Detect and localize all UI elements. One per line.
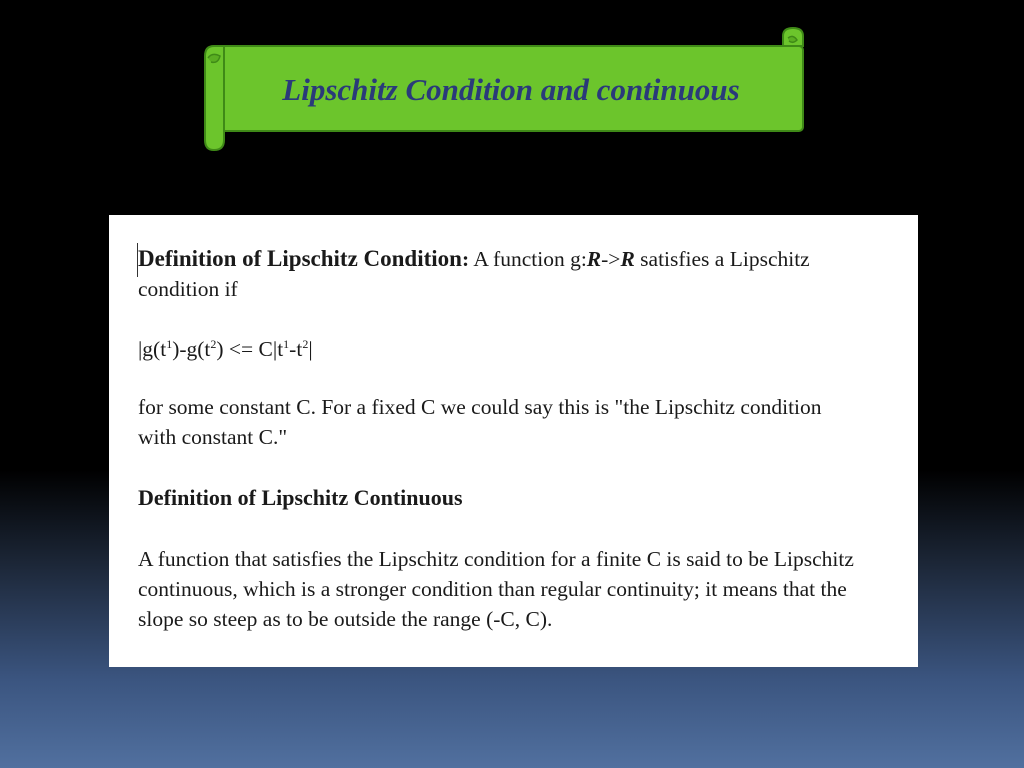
formula-superscript: 2 (302, 337, 309, 351)
definition-text-a: A function g: (469, 247, 587, 271)
formula-superscript: 2 (210, 337, 217, 351)
formula-part: )-g(t (172, 337, 211, 361)
formula-part: ) <= C|t (216, 337, 284, 361)
banner-right-curl-inner (788, 36, 797, 42)
title-banner (200, 26, 810, 154)
lipschitz-continuous-paragraph: A function that satisfies the Lipschitz condition for a finite C is said to be Lipschitz continuous, which is a stronger condition than regular continuity; it means that the slope so steep as to be outside the range (-C, C). (138, 547, 854, 631)
lipschitz-condition-definition (138, 244, 858, 304)
mapping-arrow: -> (601, 247, 621, 271)
formula-superscript: 1 (283, 337, 290, 351)
formula-superscript: 1 (166, 337, 173, 351)
formula-part: -t (289, 337, 303, 361)
document-panel (109, 215, 918, 667)
formula-part: | (308, 337, 313, 361)
condition-constant-paragraph: for some constant C. For a fixed C we could say this is "the Lipschitz condition with constant C." (138, 395, 822, 449)
definition-heading-continuous: Definition of Lipschitz Continuous (138, 485, 463, 510)
codomain-symbol: R (620, 247, 635, 271)
lipschitz-inequality (138, 334, 858, 364)
formula-part: |g(t (138, 337, 167, 361)
definition-colon: : (461, 247, 470, 271)
definition-heading-condition: Definition of Lipschitz Condition (138, 246, 462, 271)
domain-symbol: R (586, 247, 602, 271)
definition-text-b: satisfies a Lipschitz condition if (138, 247, 810, 301)
